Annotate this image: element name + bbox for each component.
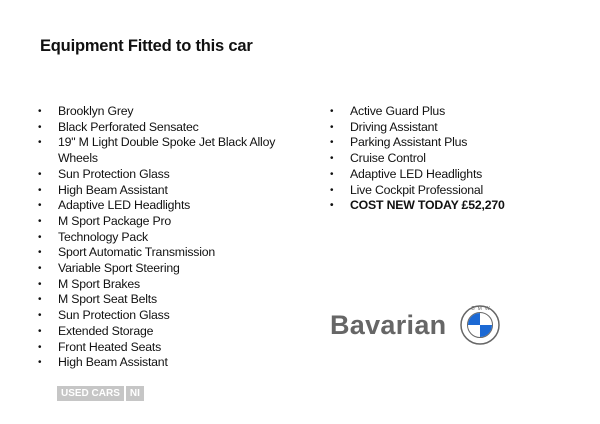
equipment-item: • Sport Automatic Transmission (38, 245, 278, 261)
equipment-item: • Front Heated Seats (38, 340, 278, 356)
page-title: Equipment Fitted to this car (40, 37, 253, 55)
equipment-item: • Cruise Control (330, 151, 570, 167)
bmw-letters: BMW (471, 306, 493, 312)
equipment-item: • Black Perforated Sensatec (38, 120, 278, 136)
equipment-item: • High Beam Assistant (38, 355, 278, 371)
equipment-item: • Sun Protection Glass (38, 167, 278, 183)
equipment-item: • High Beam Assistant (38, 183, 278, 199)
equipment-item: • Adaptive LED Headlights (330, 167, 570, 183)
equipment-item: • Parking Assistant Plus (330, 135, 570, 151)
equipment-item: • Brooklyn Grey (38, 104, 278, 120)
dealer-logo (330, 305, 500, 345)
equipment-list-right (330, 104, 570, 214)
equipment-item: • Active Guard Plus (330, 104, 570, 120)
equipment-item: • 19" M Light Double Spoke Jet Black Alloy Wheels (38, 135, 278, 166)
dealer-name: Bavarian (330, 309, 447, 340)
equipment-item: • Technology Pack (38, 230, 278, 246)
equipment-list-left (38, 104, 278, 371)
equipment-item: • Driving Assistant (330, 120, 570, 136)
equipment-item: • M Sport Package Pro (38, 214, 278, 230)
equipment-item: • Live Cockpit Professional (330, 183, 570, 199)
equipment-item: • M Sport Seat Belts (38, 292, 278, 308)
equipment-item: • Sun Protection Glass (38, 308, 278, 324)
watermark-text: USED CARS (57, 386, 124, 401)
bmw-logo (460, 305, 500, 345)
cost-new-today: • COST NEW TODAY £52,270 (330, 198, 570, 214)
equipment-item: • Variable Sport Steering (38, 261, 278, 277)
equipment-item: • M Sport Brakes (38, 277, 278, 293)
equipment-item: • Extended Storage (38, 324, 278, 340)
watermark-text: NI (126, 386, 144, 401)
watermark (57, 386, 144, 401)
equipment-item: • Adaptive LED Headlights (38, 198, 278, 214)
